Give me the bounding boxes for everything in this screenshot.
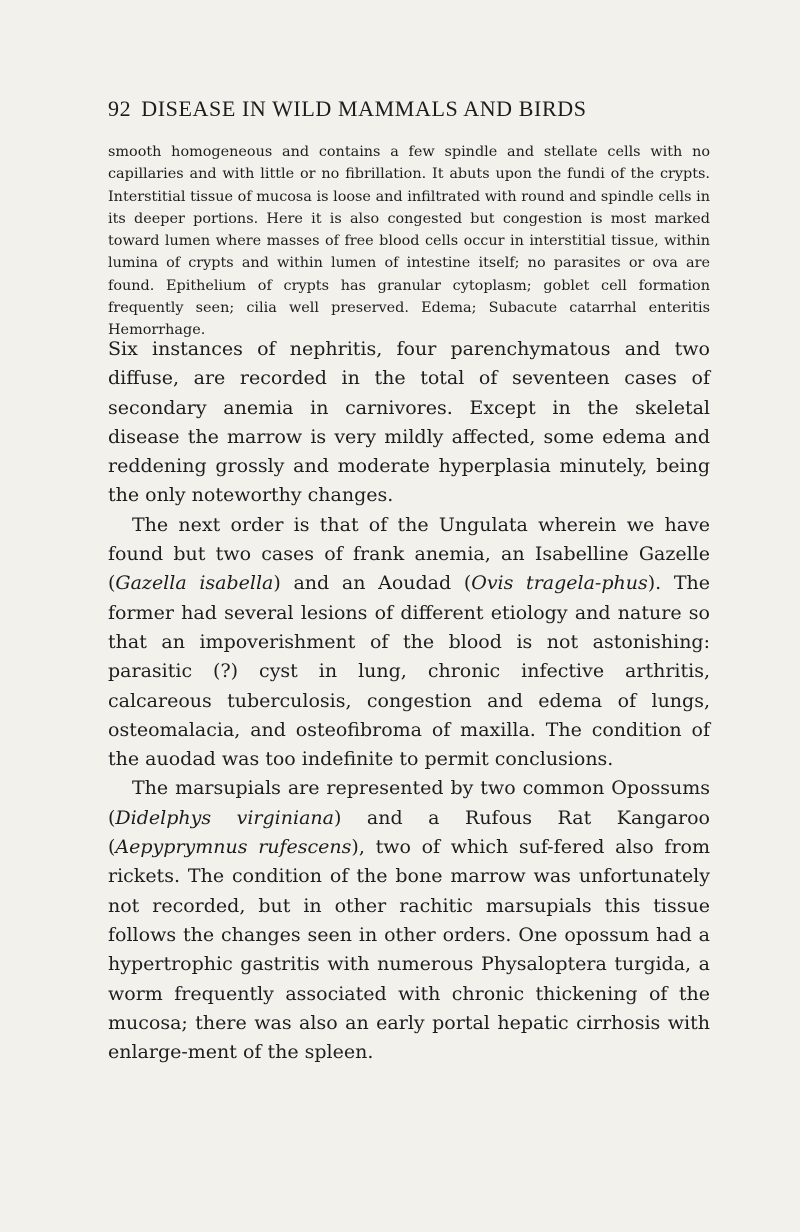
- paragraph-ungulata: [108, 511, 710, 775]
- text-run: The next order is that of the Ungulata wherein we have found but two cases of frank anemia, an Isabelline Gazelle (: [108, 513, 710, 595]
- running-title: DISEASE IN WILD MAMMALS AND BIRDS: [141, 96, 587, 121]
- text-run: ) and an Aoudad (: [273, 572, 472, 595]
- small-print-paragraph: smooth homogeneous and contains a few spindle and stellate cells with no capillaries and with little or no fibrillation. It abuts upon the fundi of the crypts. Interstitial tissue of mucosa is loose and infiltrated with round and spindle cells in its deeper portions. Here it is also congested but congestion is most marked toward lumen where masses of free blood cells occur in interstitial tissue, within lumina of crypts and within lumen of intestine itself; no parasites or ova are found. Epithelium of crypts has granular cytoplasm; goblet cell formation frequently seen; cilia well preserved. Edema; Subacute catarrhal enteritis Hemorrhage.: [108, 144, 710, 339]
- page-number: 92: [108, 96, 132, 121]
- species-name: Gazella isabella: [115, 572, 274, 595]
- paragraph-nephritis: Six instances of nephritis, four parenchymatous and two diffuse, are recorded in the total of seventeen cases of secondary anemia in carnivores. Except in the skeletal disease the marrow is very mildly affected, some edema and reddening grossly and moderate hyperplasia minutely, being the only noteworthy changes.: [108, 338, 710, 507]
- text-run: ) and a Rufous Rat Kangaroo (: [108, 806, 710, 859]
- text-run: The marsupials are represented by two common Opossums (: [108, 777, 710, 829]
- running-head: [108, 96, 708, 122]
- main-text: [108, 335, 710, 1067]
- text-run: ), two of which suf-fered also from rickets. The condition of the bone marrow was unfortunately not recorded, but in other rachitic marsupials this tissue follows the changes seen in other orders. One opossum had a hypertrophic gastritis with numerous Physaloptera turgida, a worm frequently associated with chronic thickening of the mucosa; there was also an early portal hepatic cirrhosis with enlarge-ment of the spleen.: [108, 836, 710, 1064]
- text-run: ). The former had several lesions of different etiology and nature so that an impoverishment of the blood is not astonishing: parasitic (?) cyst in lung, chronic infective arthritis, calcareous tuberculosis, congestion and edema of lungs, osteomalacia, and osteofibroma of maxilla. The condition of the auodad was too indefinite to permit conclusions.: [108, 572, 711, 771]
- species-name: Aepyprymnus rufescens: [115, 836, 352, 859]
- paragraph-marsupials: [108, 774, 710, 1067]
- species-name: Didelphys virginiana: [115, 806, 334, 829]
- species-name: Ovis tragela-phus: [471, 572, 648, 595]
